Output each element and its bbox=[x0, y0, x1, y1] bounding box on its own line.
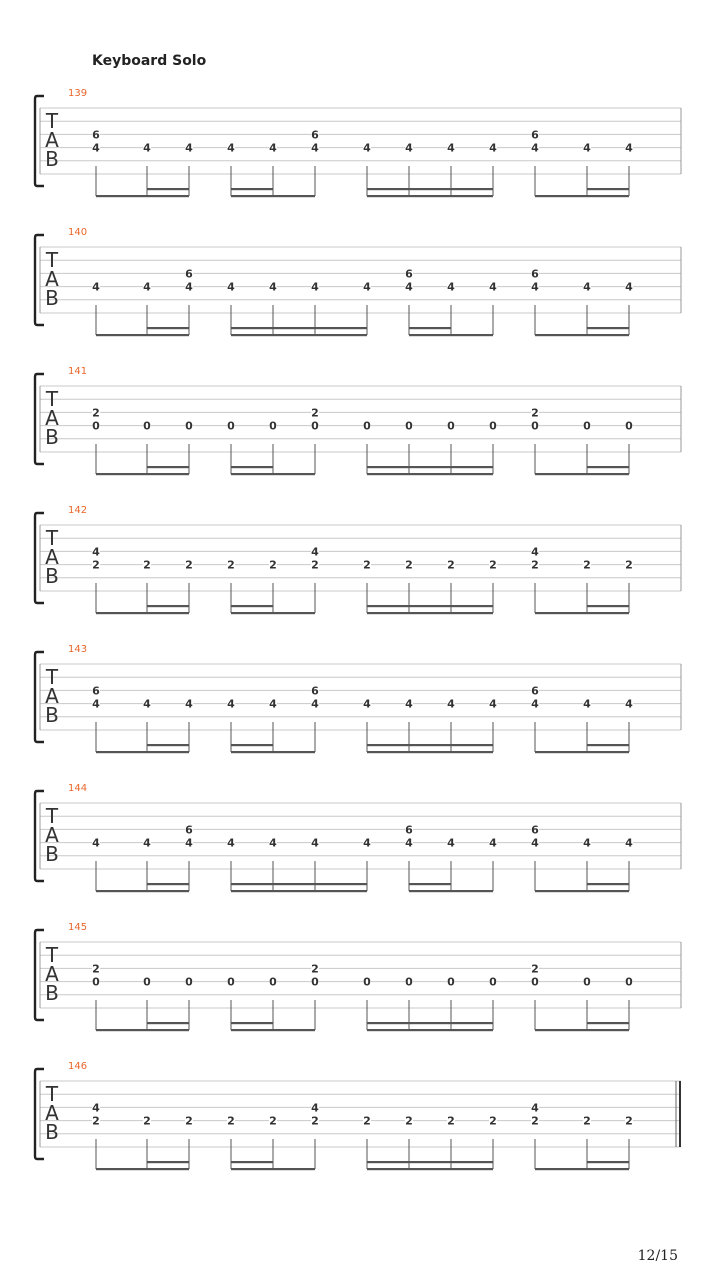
primary-beam bbox=[96, 890, 189, 892]
fret-number: 4 bbox=[143, 836, 151, 850]
tab-clef-letter: B bbox=[45, 703, 59, 727]
tab-clef-letter: A bbox=[45, 267, 59, 291]
primary-beam bbox=[535, 612, 629, 614]
fret-number-upper: 6 bbox=[311, 684, 319, 698]
fret-number: 4 bbox=[531, 836, 539, 850]
fret-number-upper: 2 bbox=[311, 962, 319, 976]
fret-number: 0 bbox=[143, 419, 151, 433]
fret-number: 4 bbox=[489, 141, 497, 155]
tab-clef-letter: A bbox=[45, 406, 59, 430]
primary-beam bbox=[231, 473, 315, 475]
fret-number: 0 bbox=[405, 975, 413, 989]
fret-number: 0 bbox=[405, 419, 413, 433]
tab-clef-letter: B bbox=[45, 286, 59, 310]
fret-number: 2 bbox=[185, 558, 193, 572]
tab-clef-letter: B bbox=[45, 981, 59, 1005]
fret-number: 4 bbox=[227, 697, 235, 711]
secondary-beam bbox=[587, 1161, 629, 1163]
fret-number: 4 bbox=[227, 280, 235, 294]
fret-number: 2 bbox=[583, 1114, 591, 1128]
secondary-beam bbox=[231, 466, 273, 468]
tab-clef-letter: B bbox=[45, 147, 59, 171]
fret-number: 4 bbox=[363, 141, 371, 155]
tab-clef-letter: T bbox=[45, 248, 59, 272]
fret-number: 4 bbox=[625, 836, 633, 850]
fret-number: 4 bbox=[447, 280, 455, 294]
secondary-beam bbox=[587, 327, 629, 329]
fret-number: 2 bbox=[489, 1114, 497, 1128]
page-number: 12/15 bbox=[637, 1248, 678, 1264]
tab-system bbox=[35, 922, 681, 1031]
fret-number: 0 bbox=[227, 975, 235, 989]
primary-beam bbox=[96, 334, 189, 336]
tab-clef-letter: A bbox=[45, 128, 59, 152]
tab-clef-letter: B bbox=[45, 842, 59, 866]
fret-number: 4 bbox=[583, 836, 591, 850]
primary-beam bbox=[367, 1168, 493, 1170]
primary-beam bbox=[535, 195, 629, 197]
tab-system bbox=[35, 366, 681, 475]
secondary-beam bbox=[367, 1161, 493, 1163]
fret-number: 4 bbox=[583, 141, 591, 155]
tab-clef-letter: A bbox=[45, 684, 59, 708]
fret-number: 2 bbox=[92, 1114, 100, 1128]
fret-number: 2 bbox=[489, 558, 497, 572]
secondary-beam bbox=[367, 466, 493, 468]
measure-number: 142 bbox=[68, 505, 88, 516]
tab-system bbox=[35, 88, 681, 197]
fret-number: 2 bbox=[447, 558, 455, 572]
secondary-beam bbox=[147, 188, 189, 190]
fret-number: 2 bbox=[531, 558, 539, 572]
fret-number: 4 bbox=[311, 280, 319, 294]
primary-beam bbox=[535, 334, 629, 336]
primary-beam bbox=[96, 1029, 189, 1031]
secondary-beam bbox=[231, 883, 367, 885]
fret-number: 4 bbox=[185, 141, 193, 155]
primary-beam bbox=[367, 612, 493, 614]
fret-number: 4 bbox=[625, 280, 633, 294]
primary-beam bbox=[231, 751, 315, 753]
fret-number-upper: 4 bbox=[92, 1101, 100, 1115]
fret-number: 2 bbox=[625, 558, 633, 572]
fret-number: 0 bbox=[185, 975, 193, 989]
secondary-beam bbox=[147, 466, 189, 468]
measure-number: 145 bbox=[68, 922, 88, 933]
secondary-beam bbox=[367, 188, 493, 190]
primary-beam bbox=[96, 612, 189, 614]
fret-number: 4 bbox=[583, 697, 591, 711]
fret-number: 0 bbox=[143, 975, 151, 989]
secondary-beam bbox=[147, 744, 189, 746]
fret-number: 4 bbox=[489, 697, 497, 711]
fret-number: 0 bbox=[489, 975, 497, 989]
fret-number: 4 bbox=[227, 836, 235, 850]
fret-number: 4 bbox=[363, 836, 371, 850]
secondary-beam bbox=[231, 744, 273, 746]
primary-beam bbox=[96, 1168, 189, 1170]
fret-number-upper: 6 bbox=[185, 823, 193, 837]
fret-number-upper: 6 bbox=[405, 823, 413, 837]
fret-number-upper: 2 bbox=[311, 406, 319, 420]
primary-beam bbox=[96, 473, 189, 475]
fret-number: 0 bbox=[363, 975, 371, 989]
fret-number: 4 bbox=[311, 697, 319, 711]
fret-number-upper: 6 bbox=[405, 267, 413, 281]
tab-clef-letter: T bbox=[45, 526, 59, 550]
secondary-beam bbox=[147, 605, 189, 607]
secondary-beam bbox=[587, 883, 629, 885]
fret-number: 2 bbox=[269, 558, 277, 572]
fret-number: 4 bbox=[531, 141, 539, 155]
tab-system bbox=[35, 644, 681, 753]
fret-number: 0 bbox=[531, 419, 539, 433]
fret-number-upper: 4 bbox=[531, 1101, 539, 1115]
fret-number: 4 bbox=[143, 280, 151, 294]
fret-number: 0 bbox=[531, 975, 539, 989]
primary-beam bbox=[231, 1029, 315, 1031]
tab-clef-letter: T bbox=[45, 943, 59, 967]
fret-number: 0 bbox=[583, 975, 591, 989]
fret-number: 0 bbox=[269, 975, 277, 989]
secondary-beam bbox=[587, 744, 629, 746]
fret-number: 2 bbox=[625, 1114, 633, 1128]
primary-beam bbox=[535, 751, 629, 753]
fret-number: 4 bbox=[405, 280, 413, 294]
tab-clef-letter: T bbox=[45, 665, 59, 689]
fret-number: 2 bbox=[143, 1114, 151, 1128]
secondary-beam bbox=[587, 1022, 629, 1024]
fret-number: 2 bbox=[405, 1114, 413, 1128]
measure-number: 140 bbox=[68, 227, 88, 238]
primary-beam bbox=[367, 195, 493, 197]
fret-number: 4 bbox=[269, 836, 277, 850]
fret-number-upper: 6 bbox=[531, 267, 539, 281]
fret-number-upper: 6 bbox=[311, 128, 319, 142]
secondary-beam bbox=[367, 744, 493, 746]
fret-number: 0 bbox=[625, 975, 633, 989]
secondary-beam bbox=[231, 1022, 273, 1024]
measure-number: 146 bbox=[68, 1061, 88, 1072]
fret-number: 4 bbox=[185, 280, 193, 294]
fret-number: 2 bbox=[92, 558, 100, 572]
fret-number: 4 bbox=[583, 280, 591, 294]
fret-number: 0 bbox=[92, 419, 100, 433]
secondary-beam bbox=[147, 1161, 189, 1163]
fret-number: 2 bbox=[405, 558, 413, 572]
primary-beam bbox=[535, 1168, 629, 1170]
fret-number: 4 bbox=[92, 836, 100, 850]
fret-number: 4 bbox=[531, 280, 539, 294]
secondary-beam bbox=[147, 327, 189, 329]
primary-beam bbox=[367, 1029, 493, 1031]
fret-number: 2 bbox=[447, 1114, 455, 1128]
fret-number: 2 bbox=[363, 1114, 371, 1128]
primary-beam bbox=[409, 890, 493, 892]
fret-number: 2 bbox=[143, 558, 151, 572]
fret-number: 2 bbox=[531, 1114, 539, 1128]
fret-number-upper: 2 bbox=[92, 406, 100, 420]
fret-number: 4 bbox=[625, 697, 633, 711]
fret-number: 4 bbox=[311, 836, 319, 850]
fret-number-upper: 6 bbox=[92, 128, 100, 142]
secondary-beam bbox=[587, 466, 629, 468]
secondary-beam bbox=[147, 883, 189, 885]
fret-number: 4 bbox=[269, 141, 277, 155]
primary-beam bbox=[231, 1168, 315, 1170]
fret-number: 4 bbox=[92, 697, 100, 711]
secondary-beam bbox=[587, 188, 629, 190]
fret-number: 4 bbox=[269, 280, 277, 294]
fret-number: 4 bbox=[92, 141, 100, 155]
tab-system bbox=[35, 1061, 681, 1170]
tab-clef-letter: B bbox=[45, 1120, 59, 1144]
fret-number-upper: 4 bbox=[531, 545, 539, 559]
fret-number: 0 bbox=[227, 419, 235, 433]
primary-beam bbox=[231, 890, 367, 892]
fret-number: 2 bbox=[185, 1114, 193, 1128]
fret-number-upper: 6 bbox=[531, 684, 539, 698]
section-title: Keyboard Solo bbox=[92, 53, 207, 69]
fret-number-upper: 6 bbox=[531, 823, 539, 837]
fret-number: 4 bbox=[185, 697, 193, 711]
fret-number: 4 bbox=[625, 141, 633, 155]
secondary-beam bbox=[367, 1022, 493, 1024]
fret-number: 0 bbox=[185, 419, 193, 433]
primary-beam bbox=[96, 751, 189, 753]
fret-number-upper: 4 bbox=[311, 1101, 319, 1115]
fret-number-upper: 6 bbox=[185, 267, 193, 281]
primary-beam bbox=[367, 751, 493, 753]
secondary-beam bbox=[147, 1022, 189, 1024]
fret-number: 0 bbox=[489, 419, 497, 433]
fret-number: 2 bbox=[583, 558, 591, 572]
measure-number: 141 bbox=[68, 366, 88, 377]
secondary-beam bbox=[231, 1161, 273, 1163]
fret-number: 0 bbox=[311, 419, 319, 433]
fret-number: 2 bbox=[311, 558, 319, 572]
fret-number-upper: 2 bbox=[92, 962, 100, 976]
tab-system bbox=[35, 505, 681, 614]
fret-number: 4 bbox=[363, 280, 371, 294]
measure-number: 143 bbox=[68, 644, 88, 655]
primary-beam bbox=[367, 473, 493, 475]
fret-number: 4 bbox=[447, 836, 455, 850]
fret-number-upper: 4 bbox=[92, 545, 100, 559]
primary-beam bbox=[231, 334, 367, 336]
fret-number: 0 bbox=[583, 419, 591, 433]
fret-number: 4 bbox=[531, 697, 539, 711]
tab-clef-letter: A bbox=[45, 823, 59, 847]
fret-number-upper: 2 bbox=[531, 962, 539, 976]
secondary-beam bbox=[231, 327, 367, 329]
fret-number: 0 bbox=[311, 975, 319, 989]
fret-number: 4 bbox=[227, 141, 235, 155]
secondary-beam bbox=[367, 605, 493, 607]
fret-number: 2 bbox=[227, 558, 235, 572]
measure-number: 139 bbox=[68, 88, 88, 99]
fret-number: 2 bbox=[227, 1114, 235, 1128]
fret-number: 4 bbox=[447, 697, 455, 711]
fret-number: 4 bbox=[363, 697, 371, 711]
fret-number: 4 bbox=[489, 836, 497, 850]
secondary-beam bbox=[231, 188, 273, 190]
fret-number-upper: 2 bbox=[531, 406, 539, 420]
primary-beam bbox=[535, 1029, 629, 1031]
fret-number-upper: 6 bbox=[531, 128, 539, 142]
tab-clef-letter: T bbox=[45, 387, 59, 411]
fret-number: 0 bbox=[269, 419, 277, 433]
tab-clef-letter: T bbox=[45, 804, 59, 828]
primary-beam bbox=[409, 334, 493, 336]
secondary-beam bbox=[409, 883, 451, 885]
secondary-beam bbox=[409, 327, 451, 329]
fret-number-upper: 6 bbox=[92, 684, 100, 698]
secondary-beam bbox=[587, 605, 629, 607]
fret-number: 4 bbox=[143, 697, 151, 711]
fret-number: 4 bbox=[185, 836, 193, 850]
fret-number: 2 bbox=[363, 558, 371, 572]
tab-clef-letter: B bbox=[45, 564, 59, 588]
fret-number: 4 bbox=[447, 141, 455, 155]
fret-number: 4 bbox=[269, 697, 277, 711]
fret-number: 2 bbox=[269, 1114, 277, 1128]
primary-beam bbox=[535, 473, 629, 475]
fret-number: 2 bbox=[311, 1114, 319, 1128]
primary-beam bbox=[231, 612, 315, 614]
tab-clef-letter: A bbox=[45, 1101, 59, 1125]
tab-system bbox=[35, 227, 681, 336]
primary-beam bbox=[231, 195, 315, 197]
fret-number: 4 bbox=[311, 141, 319, 155]
fret-number: 0 bbox=[363, 419, 371, 433]
tab-clef-letter: A bbox=[45, 545, 59, 569]
fret-number: 0 bbox=[92, 975, 100, 989]
tab-clef-letter: A bbox=[45, 962, 59, 986]
fret-number-upper: 4 bbox=[311, 545, 319, 559]
fret-number: 4 bbox=[405, 141, 413, 155]
fret-number: 0 bbox=[625, 419, 633, 433]
tab-system bbox=[35, 783, 681, 892]
fret-number: 4 bbox=[405, 697, 413, 711]
fret-number: 0 bbox=[447, 975, 455, 989]
tab-clef-letter: B bbox=[45, 425, 59, 449]
fret-number: 4 bbox=[489, 280, 497, 294]
fret-number: 4 bbox=[92, 280, 100, 294]
primary-beam bbox=[535, 890, 629, 892]
fret-number: 4 bbox=[143, 141, 151, 155]
tab-clef-letter: T bbox=[45, 1082, 59, 1106]
tab-clef-letter: T bbox=[45, 109, 59, 133]
fret-number: 0 bbox=[447, 419, 455, 433]
fret-number: 4 bbox=[405, 836, 413, 850]
measure-number: 144 bbox=[68, 783, 88, 794]
primary-beam bbox=[96, 195, 189, 197]
secondary-beam bbox=[231, 605, 273, 607]
